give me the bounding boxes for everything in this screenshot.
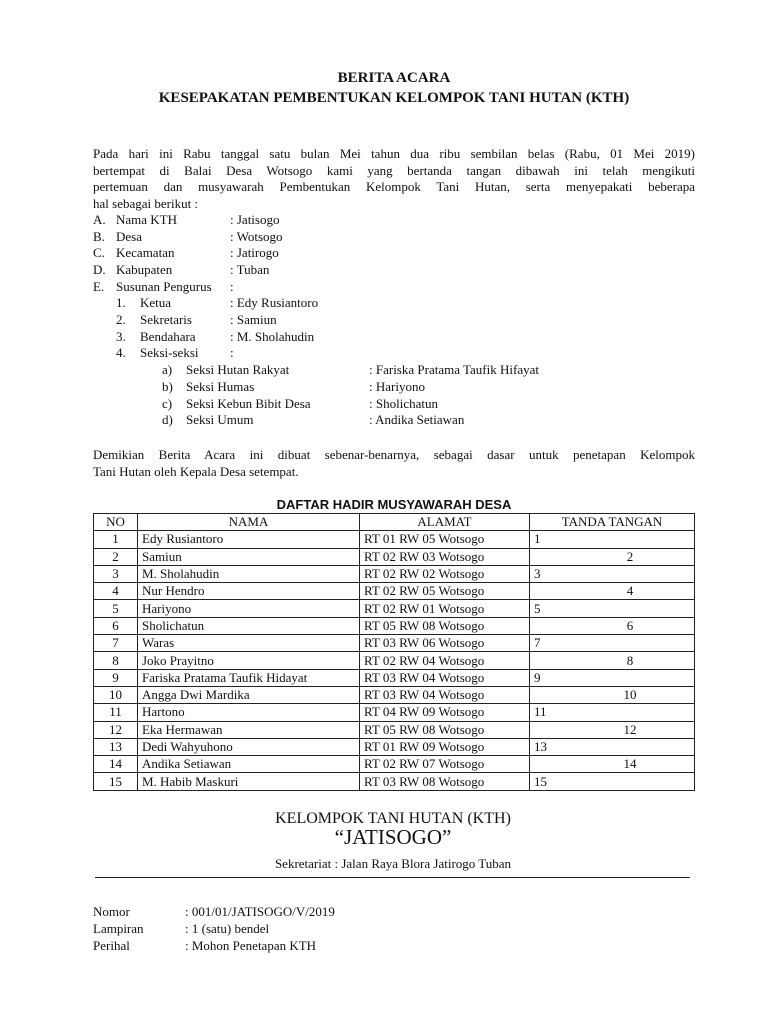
cell-name: Samiun: [138, 548, 360, 565]
intro-line: pertemuan dan musyawarah Pembentukan Kelompok Tani Hutan, serta menyepakati beberapa: [93, 179, 695, 195]
item-marker: D.: [93, 262, 106, 277]
cell-signature: 4: [530, 583, 695, 600]
intro-line: bertempat di Balai Desa Wotsogo kami yang bertanda tangan dibawah ini telah mengikuti: [93, 162, 695, 178]
seksi-value: : Andika Setiawan: [369, 412, 465, 427]
item-marker: A.: [93, 212, 106, 227]
cell-no: 4: [94, 583, 138, 600]
header-no: NO: [94, 514, 138, 531]
pengurus-value: :: [230, 345, 234, 360]
cell-address: RT 04 RW 09 Wotsogo: [360, 704, 530, 721]
item-marker: E.: [93, 279, 105, 294]
pengurus-marker: 3.: [116, 329, 126, 344]
item-value: : Jatirogo: [230, 245, 279, 260]
cell-no: 13: [94, 738, 138, 755]
cell-no: 9: [94, 669, 138, 686]
seksi-label: Seksi Umum: [186, 412, 254, 427]
seksi-marker: b): [162, 379, 173, 394]
cell-name: Angga Dwi Mardika: [138, 686, 360, 703]
cell-name: Hariyono: [138, 600, 360, 617]
item-value: : Tuban: [230, 262, 270, 277]
letterhead-divider: [95, 877, 690, 878]
item-marker: B.: [93, 229, 105, 244]
cell-signature: 14: [530, 756, 695, 773]
cell-address: RT 05 RW 08 Wotsogo: [360, 721, 530, 738]
intro-paragraph: [93, 146, 695, 212]
seksi-label: Seksi Kebun Bibit Desa: [186, 396, 311, 411]
pengurus-label: Sekretaris: [140, 312, 192, 327]
cell-signature: 10: [530, 686, 695, 703]
seksi-value: : Sholichatun: [369, 396, 438, 411]
table-row: [94, 617, 695, 634]
cell-address: RT 02 RW 05 Wotsogo: [360, 583, 530, 600]
letterhead-org: KELOMPOK TANI HUTAN (KTH): [275, 810, 511, 827]
cell-name: Nur Hendro: [138, 583, 360, 600]
cell-name: Fariska Pratama Taufik Hidayat: [138, 669, 360, 686]
cell-name: Andika Setiawan: [138, 756, 360, 773]
meta-label: Perihal: [93, 938, 130, 953]
pengurus-marker: 2.: [116, 312, 126, 327]
table-row: [94, 721, 695, 738]
table-row: [94, 669, 695, 686]
seksi-value: : Hariyono: [369, 379, 425, 394]
cell-address: RT 03 RW 04 Wotsogo: [360, 686, 530, 703]
meta-value: : Mohon Penetapan KTH: [185, 938, 317, 953]
item-value: : Wotsogo: [230, 229, 283, 244]
item-label: Kecamatan: [116, 245, 175, 260]
cell-name: Hartono: [138, 704, 360, 721]
cell-signature: 6: [530, 617, 695, 634]
cell-name: Edy Rusiantoro: [138, 531, 360, 548]
meta-label: Nomor: [93, 904, 130, 919]
cell-name: Waras: [138, 635, 360, 652]
header-nama: NAMA: [138, 514, 360, 531]
cell-no: 7: [94, 635, 138, 652]
cell-no: 14: [94, 756, 138, 773]
cell-name: Sholichatun: [138, 617, 360, 634]
cell-signature: 1: [530, 531, 695, 548]
cell-no: 12: [94, 721, 138, 738]
cell-signature: 11: [530, 704, 695, 721]
cell-address: RT 03 RW 06 Wotsogo: [360, 635, 530, 652]
header-tanda-tangan: TANDA TANGAN: [530, 514, 695, 531]
document-title: BERITA ACARA: [337, 70, 451, 86]
cell-name: Dedi Wahyuhono: [138, 738, 360, 755]
cell-signature: 8: [530, 652, 695, 669]
cell-signature: 2: [530, 548, 695, 565]
pengurus-marker: 4.: [116, 345, 126, 360]
table-row: [94, 738, 695, 755]
cell-signature: 9: [530, 669, 695, 686]
cell-no: 8: [94, 652, 138, 669]
cell-name: Joko Prayitno: [138, 652, 360, 669]
cell-signature: 15: [530, 773, 695, 790]
cell-address: RT 02 RW 04 Wotsogo: [360, 652, 530, 669]
meta-label: Lampiran: [93, 921, 144, 936]
cell-address: RT 05 RW 08 Wotsogo: [360, 617, 530, 634]
seksi-value: : Fariska Pratama Taufik Hifayat: [369, 362, 539, 377]
cell-address: RT 01 RW 09 Wotsogo: [360, 738, 530, 755]
table-row: [94, 704, 695, 721]
cell-signature: 7: [530, 635, 695, 652]
cell-address: RT 02 RW 01 Wotsogo: [360, 600, 530, 617]
closing-line: Tani Hutan oleh Kepala Desa setempat.: [93, 463, 299, 479]
cell-address: RT 02 RW 02 Wotsogo: [360, 565, 530, 582]
letterhead-address: Sekretariat : Jalan Raya Blora Jatirogo Tuban: [274, 856, 512, 871]
intro-line: hal sebagai berikut :: [93, 195, 199, 211]
cell-address: RT 03 RW 08 Wotsogo: [360, 773, 530, 790]
table-row: [94, 548, 695, 565]
cell-no: 11: [94, 704, 138, 721]
pengurus-label: Bendahara: [140, 329, 196, 344]
closing-line: Demikian Berita Acara ini dibuat sebenar-benarnya, sebagai dasar untuk penetapan Kelompok: [93, 447, 695, 462]
cell-name: Eka Hermawan: [138, 721, 360, 738]
table-row: [94, 652, 695, 669]
item-label: Desa: [116, 229, 142, 244]
item-value: : Jatisogo: [230, 212, 280, 227]
attendance-title: DAFTAR HADIR MUSYAWARAH DESA: [276, 497, 512, 512]
seksi-label: Seksi Humas: [186, 379, 255, 394]
meta-value: : 001/01/JATISOGO/V/2019: [185, 904, 335, 919]
item-marker: C.: [93, 245, 105, 260]
cell-address: RT 02 RW 03 Wotsogo: [360, 548, 530, 565]
cell-signature: 3: [530, 565, 695, 582]
cell-no: 10: [94, 686, 138, 703]
seksi-marker: a): [162, 362, 173, 377]
seksi-label: Seksi Hutan Rakyat: [186, 362, 290, 377]
cell-address: RT 01 RW 05 Wotsogo: [360, 531, 530, 548]
pengurus-value: : M. Sholahudin: [230, 329, 315, 344]
item-label: Kabupaten: [116, 262, 173, 277]
cell-no: 1: [94, 531, 138, 548]
letterhead-name: “JATISOGO”: [334, 825, 452, 849]
intro-line: Pada hari ini Rabu tanggal satu bulan Mei tahun dua ribu sembilan belas (Rabu, 01 Mei 2019): [93, 146, 695, 161]
attendance-table: [93, 513, 695, 791]
cell-signature: 5: [530, 600, 695, 617]
pengurus-value: : Samiun: [230, 312, 277, 327]
table-row: [94, 686, 695, 703]
header-alamat: ALAMAT: [360, 514, 530, 531]
cell-no: 5: [94, 600, 138, 617]
cell-no: 15: [94, 773, 138, 790]
cell-signature: 13: [530, 738, 695, 755]
cell-signature: 12: [530, 721, 695, 738]
table-row: [94, 583, 695, 600]
item-value: :: [230, 279, 234, 294]
document-subtitle: KESEPAKATAN PEMBENTUKAN KELOMPOK TANI HUTAN (KTH): [158, 90, 630, 106]
seksi-marker: d): [162, 412, 173, 427]
pengurus-marker: 1.: [116, 295, 126, 310]
table-row: [94, 773, 695, 790]
table-row: [94, 565, 695, 582]
cell-no: 3: [94, 565, 138, 582]
cell-name: M. Sholahudin: [138, 565, 360, 582]
table-row: [94, 531, 695, 548]
cell-no: 6: [94, 617, 138, 634]
table-row: [94, 600, 695, 617]
table-header-row: [94, 514, 695, 531]
seksi-marker: c): [162, 396, 173, 411]
pengurus-value: : Edy Rusiantoro: [230, 295, 319, 310]
cell-no: 2: [94, 548, 138, 565]
closing-paragraph: [93, 447, 695, 480]
cell-address: RT 03 RW 04 Wotsogo: [360, 669, 530, 686]
meta-value: : 1 (satu) bendel: [185, 921, 270, 936]
item-label: Susunan Pengurus: [116, 279, 212, 294]
table-row: [94, 756, 695, 773]
table-row: [94, 635, 695, 652]
pengurus-label: Seksi-seksi: [140, 345, 199, 360]
item-label: Nama KTH: [116, 212, 178, 227]
cell-name: M. Habib Maskuri: [138, 773, 360, 790]
cell-address: RT 02 RW 07 Wotsogo: [360, 756, 530, 773]
pengurus-label: Ketua: [140, 295, 172, 310]
